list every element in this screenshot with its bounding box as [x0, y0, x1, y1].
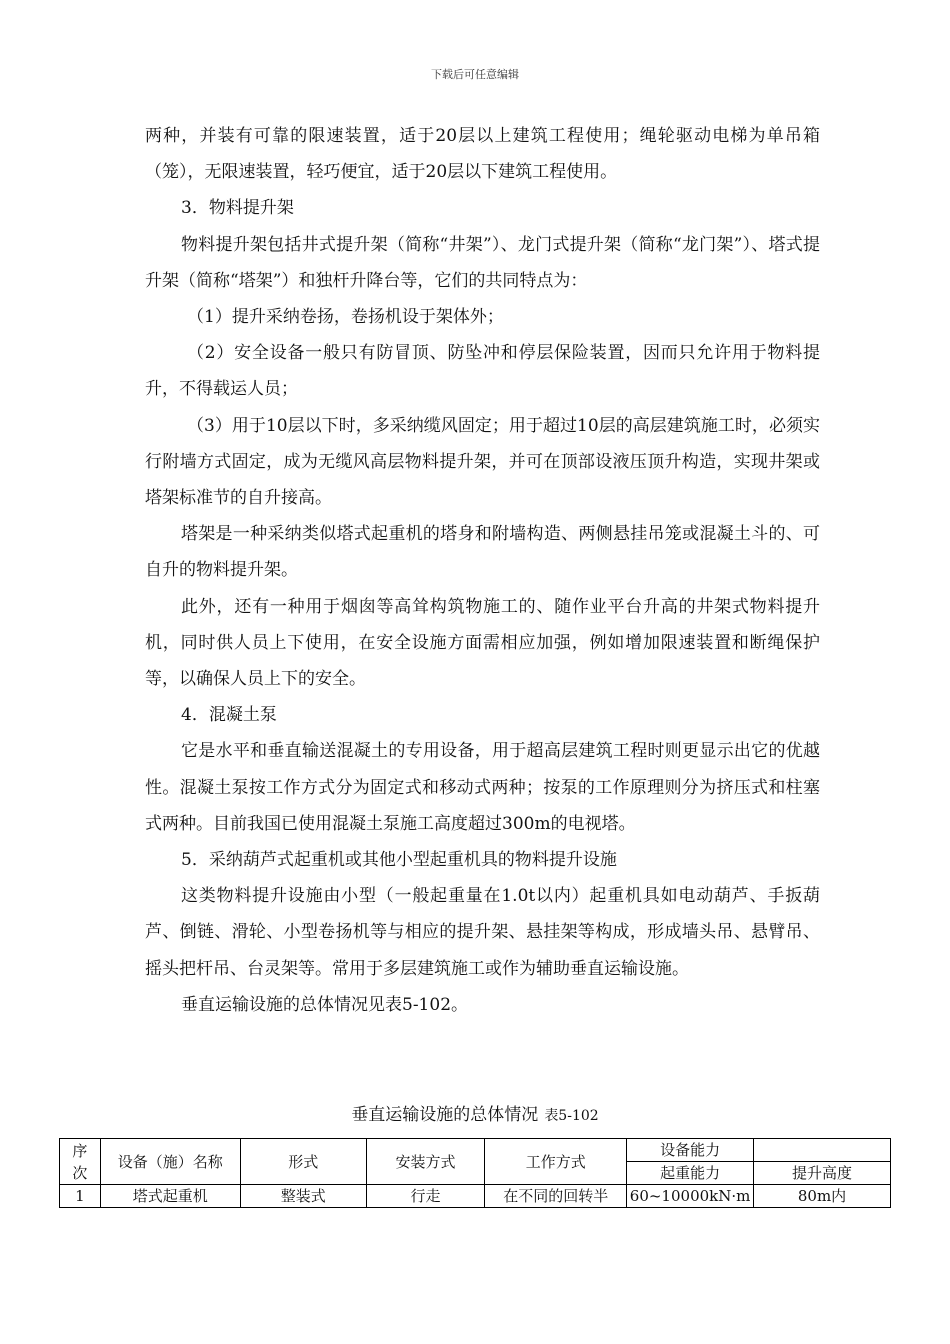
header-name: 设备（施）名称: [100, 1139, 240, 1185]
header-capacity: 设备能力: [627, 1139, 754, 1162]
cell-form: 整装式: [240, 1185, 366, 1208]
table-number: 表5-102: [544, 1108, 599, 1124]
document-body: [145, 118, 820, 1023]
list-item: （1）提升采纳卷扬，卷扬机设于架体外；: [187, 307, 504, 328]
page-header: 下载后可任意编辑: [431, 68, 519, 81]
header-work: 工作方式: [485, 1139, 627, 1185]
cell-name: 塔式起重机: [100, 1185, 240, 1208]
cell-install: 行走: [366, 1185, 485, 1208]
list-item: （3）用于10层以下时，多采纳缆风固定；用于超过10层的高层建筑施工时，必须实行附墙方式固定，成为无缆风高层物料提升架，并可在顶部设液压顶升构造，实现井架或塔架标准节的自升接高。: [145, 415, 820, 509]
paragraph: 两种，并装有可靠的限速装置，适于20层以上建筑工程使用；绳轮驱动电梯为单吊箱（笼），无限速装置，轻巧便宜，适于20层以下建筑工程使用。: [145, 126, 820, 183]
cell-lift-height: 80m内: [754, 1185, 891, 1208]
header-empty: [754, 1139, 891, 1162]
section-heading: 5．采纳葫芦式起重机或其他小型起重机具的物料提升设施: [181, 850, 617, 871]
header-seq-label: 序次: [72, 1141, 88, 1182]
table-caption: [0, 1100, 950, 1125]
table-header-row: [60, 1139, 891, 1162]
paragraph: 塔架是一种采纳类似塔式起重机的塔身和附墙构造、两侧悬挂吊笼或混凝土斗的、可自升的物料提升架。: [145, 524, 820, 581]
paragraph: 垂直运输设施的总体情况见表5-102。: [181, 994, 469, 1015]
paragraph: 此外，还有一种用于烟囱等高耸构筑物施工的、随作业平台升高的井架式物料提升机，同时供人员上下使用，在安全设施方面需相应加强，例如增加限速装置和断绳保护等，以确保人员上下的安全。: [145, 596, 820, 690]
header-lift-capacity: 起重能力: [627, 1162, 754, 1185]
cell-work: 在不同的回转半: [485, 1185, 627, 1208]
paragraph: 这类物料提升设施由小型（一般起重量在1.0t以内）起重机具如电动葫芦、手扳葫芦、倒链、滑轮、小型卷扬机等与相应的提升架、悬挂架等构成，形成墙头吊、悬臂吊、摇头把杆吊、台灵架等。常用于多层建筑施工或作为辅助垂直运输设施。: [145, 886, 820, 979]
header-lift-height: 提升高度: [754, 1162, 891, 1185]
header-install: 安装方式: [366, 1139, 485, 1185]
section-heading: 3．物料提升架: [181, 198, 294, 219]
header-seq: [60, 1139, 101, 1185]
paragraph: 物料提升架包括井式提升架（简称“井架”）、龙门式提升架（简称“龙门架”）、塔式提升架（简称“塔架”）和独杆升降台等，它们的共同特点为：: [145, 234, 820, 291]
paragraph: 它是水平和垂直输送混凝土的专用设备，用于超高层建筑工程时则更显示出它的优越性。混凝土泵按工作方式分为固定式和移动式两种；按泵的工作原理则分为挤压式和柱塞式两种。目前我国已使用混凝土泵施工高度超过300m的电视塔。: [145, 741, 820, 834]
table-row: [60, 1185, 891, 1208]
cell-lift-capacity: 60~10000kN·m: [627, 1185, 754, 1208]
section-heading: 4．混凝土泵: [181, 705, 277, 726]
list-item: （2）安全设备一般只有防冒顶、防坠冲和停层保险装置，因而只允许用于物料提升，不得载运人员；: [145, 343, 820, 400]
cell-seq: 1: [60, 1185, 101, 1208]
table-title: 垂直运输设施的总体情况: [351, 1105, 539, 1125]
equipment-table: [59, 1138, 891, 1208]
header-form: 形式: [240, 1139, 366, 1185]
